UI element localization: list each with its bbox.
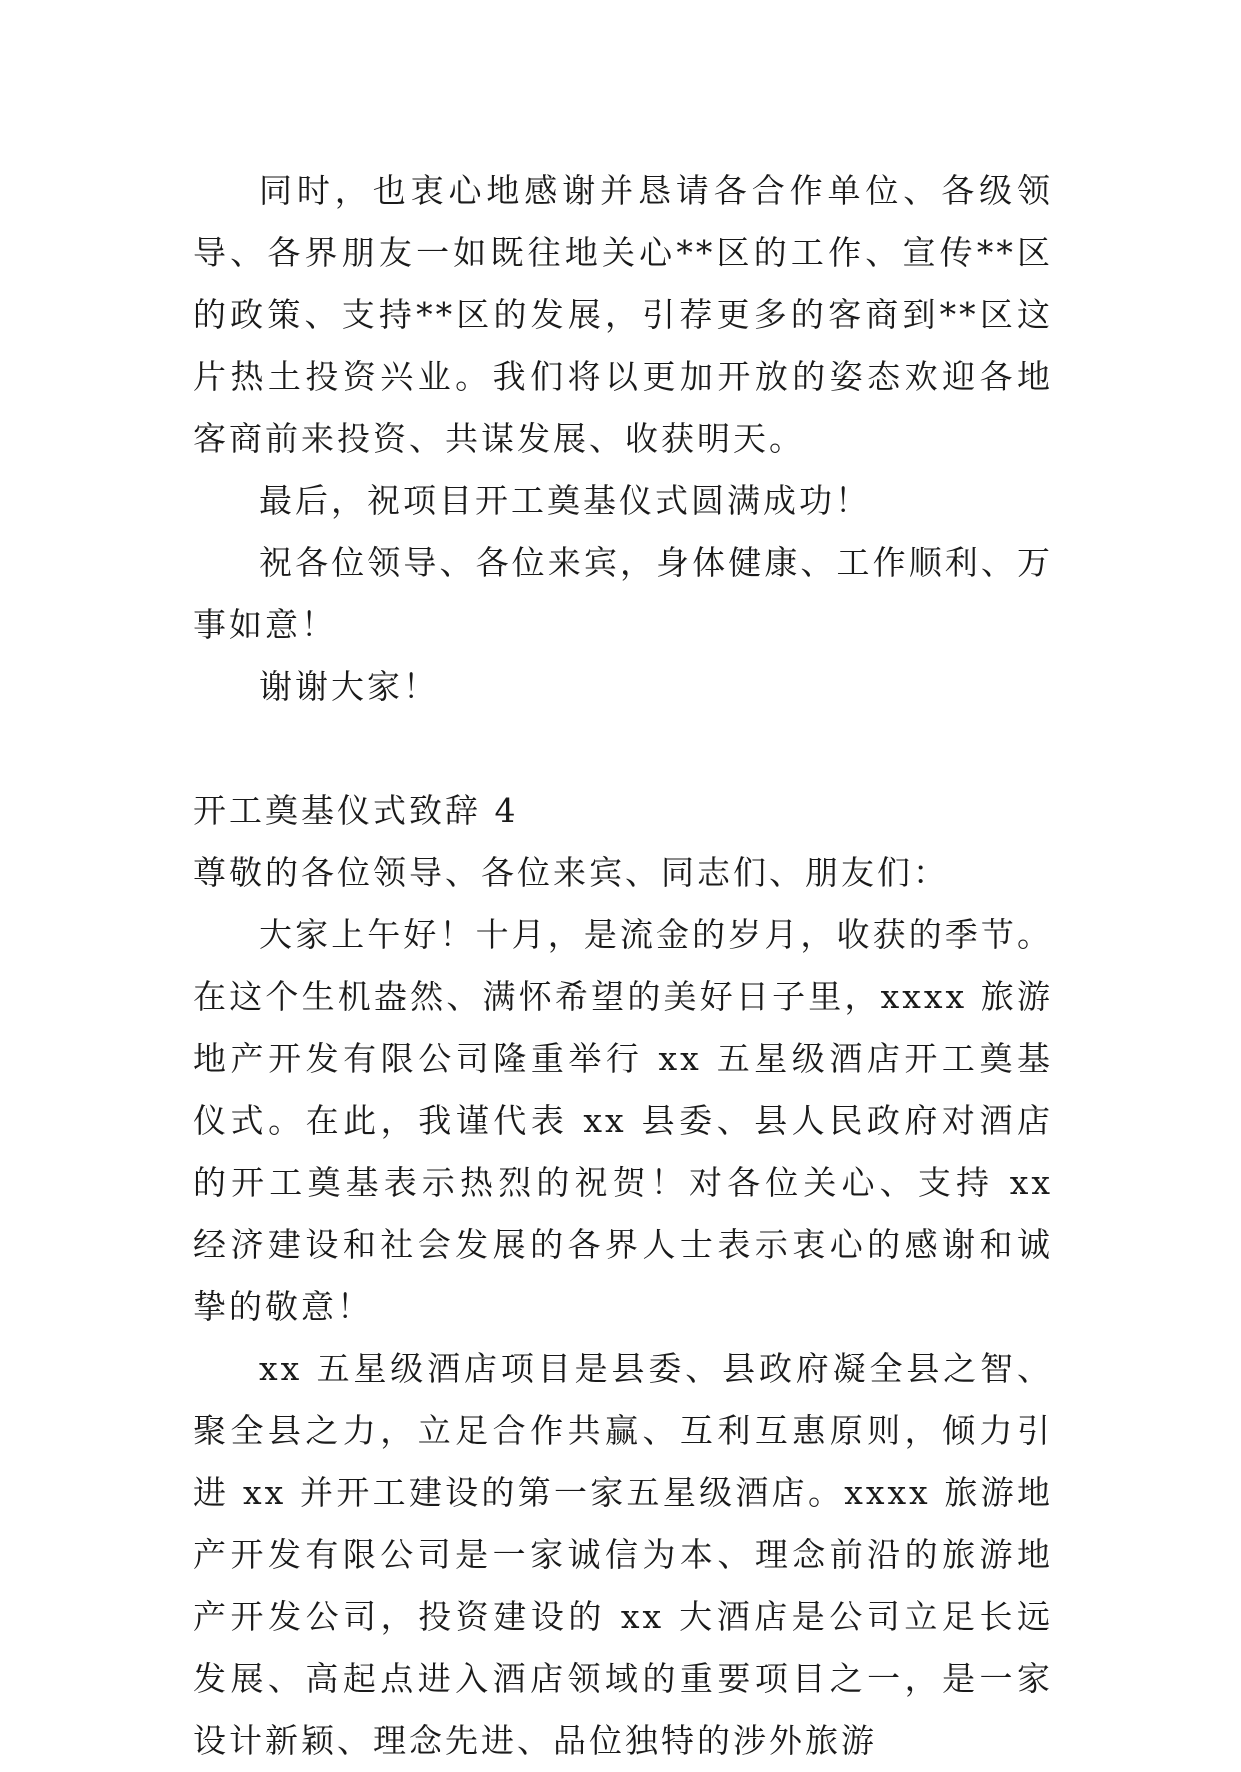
- paragraph-project-intro: xx 五星级酒店项目是县委、县政府凝全县之智、聚全县之力，立足合作共赢、互利互惠原则，倾力引进 xx 并开工建设的第一家五星级酒店。xxxx 旅游地产开发有限公司是一家诚信为本、理念前沿的旅游地产开发公司，投资建设的 xx 大酒店是公司立足长远发展、高起点进入酒店领域的重要项目之一，是一家设计新颖、理念先进、品位独特的涉外旅游: [193, 1349, 1053, 1760]
- section-title: 开工奠基仪式致辞 4: [193, 791, 519, 830]
- paragraph-wish-success: 最后，祝项目开工奠基仪式圆满成功！: [259, 481, 871, 520]
- paragraph-thank-you: 谢谢大家！: [259, 667, 439, 706]
- section-gap: [193, 718, 1053, 780]
- paragraph-wish-health: 祝各位领导、各位来宾，身体健康、工作顺利、万事如意！: [193, 543, 1053, 644]
- salutation: 尊敬的各位领导、各位来宾、同志们、朋友们：: [193, 853, 949, 892]
- document-body: [193, 160, 1053, 1772]
- paragraph-thanks: 同时，也衷心地感谢并恳请各合作单位、各级领导、各界朋友一如既往地关心**区的工作、宣传**区的政策、支持**区的发展，引荐更多的客商到**区这片热土投资兴业。我们将以更加开放的姿态欢迎各地客商前来投资、共谋发展、收获明天。: [193, 171, 1053, 458]
- paragraph-greeting: 大家上午好！十月，是流金的岁月，收获的季节。在这个生机盎然、满怀希望的美好日子里，xxxx 旅游地产开发有限公司隆重举行 xx 五星级酒店开工奠基仪式。在此，我谨代表 xx 县委、县人民政府对酒店的开工奠基表示热烈的祝贺！对各位关心、支持 xx 经济建设和社会发展的各界人士表示衷心的感谢和诚挚的敬意！: [193, 915, 1053, 1326]
